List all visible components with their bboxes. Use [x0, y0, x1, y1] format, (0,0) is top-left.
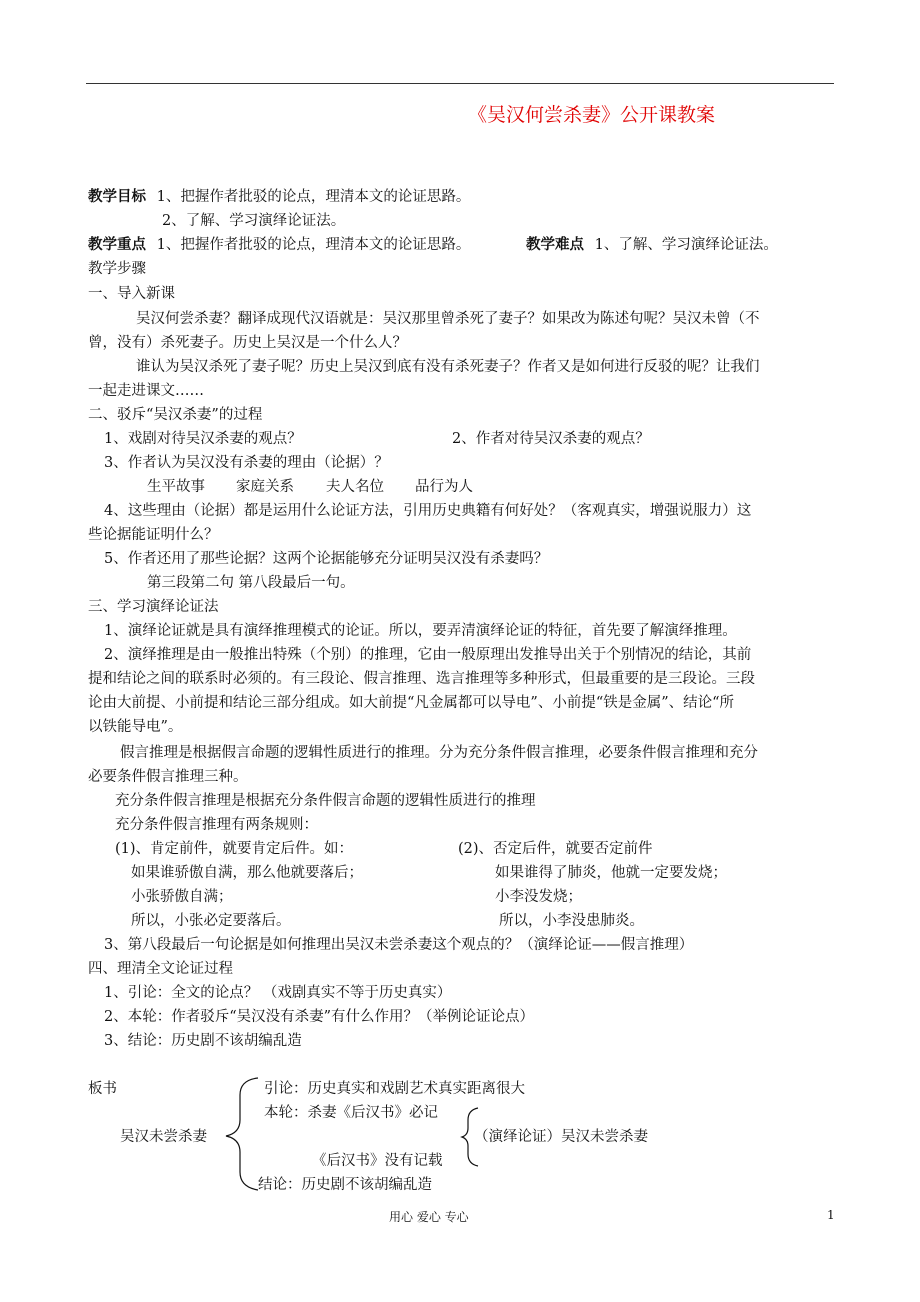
section-3-paragraph-4: 充分条件假言推理是根据充分条件假言命题的逻辑性质进行的推理 — [115, 793, 536, 809]
section-1-paragraph-2a: 谁认为吴汉杀死了妻子呢？历史上吴汉到底有没有杀死妻子？作者又是如何进行反驳的呢？让我们 — [136, 359, 760, 375]
section-1-paragraph-1a: 吴汉何尝杀妻？翻译成现代汉语就是：吴汉那里曾杀死了妻子？如果改为陈述句呢？吴汉未曾（不 — [136, 311, 760, 327]
section-1-paragraph-2b: 一起走进课文…… — [88, 383, 204, 399]
section-3-paragraph-3b: 必要条件假言推理三种。 — [88, 769, 248, 785]
board-line-3: 《后汉书》没有记载 — [312, 1153, 443, 1169]
section-4-heading: 四、理清全文论证过程 — [88, 961, 233, 977]
goals-row — [88, 187, 470, 207]
board-right: （演绎论证）吴汉未尝杀妻 — [474, 1129, 648, 1145]
section-3-paragraph-2a: 2、演绎推理是由一般推出特殊（个别）的推理，它由一般原理出发推导出关于个别情况的结论，其前 — [104, 647, 752, 663]
difficulty-text: 1、了解、学习演绎论证法。 — [594, 237, 778, 253]
goals-item-2: 2、了解、学习演绎论证法。 — [162, 213, 346, 229]
left-brace — [226, 1078, 258, 1190]
header-rule — [86, 83, 834, 84]
board-center: 吴汉未尝杀妻 — [120, 1129, 207, 1145]
key-points-text: 1、把握作者批驳的论点，理清本文的论证思路。 — [156, 237, 471, 253]
goals-label: 教学目标 — [88, 188, 146, 205]
rule-1: (1)、肯定前件，就要肯定后件。如： — [115, 841, 354, 857]
section-2-reason-2: 家庭关系 — [236, 479, 294, 495]
section-1-heading: 一、导入新课 — [88, 286, 175, 302]
page-title: 《吴汉何尝杀妻》公开课教案 — [468, 104, 716, 126]
section-3-heading: 三、学习演绎论证法 — [88, 599, 219, 615]
difficulty-label: 教学难点 — [526, 236, 584, 253]
page-number: 1 — [827, 1208, 835, 1222]
footer-motto: 用心 爱心 专心 — [389, 1210, 469, 1224]
section-1-paragraph-1b: 曾，没有）杀死妻子。历史上吴汉是一个什么人？ — [88, 335, 407, 351]
section-2-question-4b: 些论据能证明什么？ — [88, 527, 219, 543]
section-2-question-2: 2、作者对待吴汉杀妻的观点？ — [452, 431, 650, 447]
key-points-label: 教学重点 — [88, 236, 146, 253]
rule-2: (2)、否定后件，就要否定前件 — [458, 841, 653, 857]
board-label: 板书 — [88, 1081, 117, 1097]
section-4-item-3: 3、结论：历史剧不该胡编乱造 — [104, 1033, 302, 1049]
section-2-question-1: 1、戏剧对待吴汉杀妻的观点？ — [104, 431, 302, 447]
steps-heading: 教学步骤 — [88, 261, 146, 277]
section-2-question-4a: 4、这些理由（论据）都是运用什么论证方法，引用历史典籍有何好处？（客观真实，增强说服力）这 — [104, 503, 752, 519]
section-2-question-3: 3、作者认为吴汉没有杀妻的理由（论据）？ — [104, 455, 389, 471]
section-3-paragraph-2b: 提和结论之间的联系时必须的。有三段论、假言推理、选言推理等多种形式，但最重要的是三段论。三段 — [88, 671, 755, 687]
difficulty-row — [526, 235, 778, 255]
board-line-2: 本轮：杀妻《后汉书》必记 — [264, 1105, 438, 1121]
example-2-line-3: 所以，小李没患肺炎。 — [499, 913, 644, 929]
example-2-line-2: 小李没发烧； — [495, 889, 582, 905]
board-line-4: 结论：历史剧不该胡编乱造 — [258, 1177, 432, 1193]
section-3-paragraph-2c: 论由大前提、小前提和结论三部分组成。如大前提“凡金属都可以导电”、小前提“铁是金属”、结论“所 — [88, 695, 735, 711]
section-4-item-1: 1、引论：全文的论点？ （戏剧真实不等于历史真实） — [104, 985, 452, 1001]
section-3-paragraph-1: 1、演绎论证就是具有演绎推理模式的论证。所以，要弄清演绎论证的特征，首先要了解演绎推理。 — [104, 623, 737, 639]
section-3-question-3: 3、第八段最后一句论据是如何推理出吴汉未尝杀妻这个观点的？（演绎论证——假言推理） — [104, 937, 694, 953]
section-2-reason-1: 生平故事 — [147, 479, 205, 495]
example-2-line-1: 如果谁得了肺炎，他就一定要发烧； — [495, 865, 727, 881]
section-3-paragraph-2d: 以铁能导电”。 — [88, 719, 183, 735]
section-3-paragraph-5: 充分条件假言推理有两条规则： — [115, 817, 318, 833]
section-2-question-5: 5、作者还用了那些论据？这两个论据能够充分证明吴汉没有杀妻吗？ — [104, 551, 549, 567]
section-4-item-2: 2、本轮：作者驳斥“吴汉没有杀妻”有什么作用？（举例论证论点） — [104, 1009, 535, 1025]
goals-item-1: 1、把握作者批驳的论点，理清本文的论证思路。 — [156, 189, 471, 205]
example-1-line-3: 所以，小张必定要落后。 — [131, 913, 291, 929]
key-points-row — [88, 235, 470, 255]
section-2-reason-4: 品行为人 — [415, 479, 473, 495]
section-2-heading: 二、驳斥“吴汉杀妻”的过程 — [88, 407, 263, 423]
example-1-line-2: 小张骄傲自满； — [131, 889, 233, 905]
section-3-paragraph-3a: 假言推理是根据假言命题的逻辑性质进行的推理。分为充分条件假言推理，必要条件假言推理和充分 — [120, 745, 758, 761]
section-2-question-5-answer: 第三段第二句 第八段最后一句。 — [147, 575, 355, 591]
section-2-reason-3: 夫人名位 — [326, 479, 384, 495]
example-1-line-1: 如果谁骄傲自满，那么他就要落后； — [131, 865, 363, 881]
board-line-1: 引论：历史真实和戏剧艺术真实距离很大 — [264, 1081, 525, 1097]
